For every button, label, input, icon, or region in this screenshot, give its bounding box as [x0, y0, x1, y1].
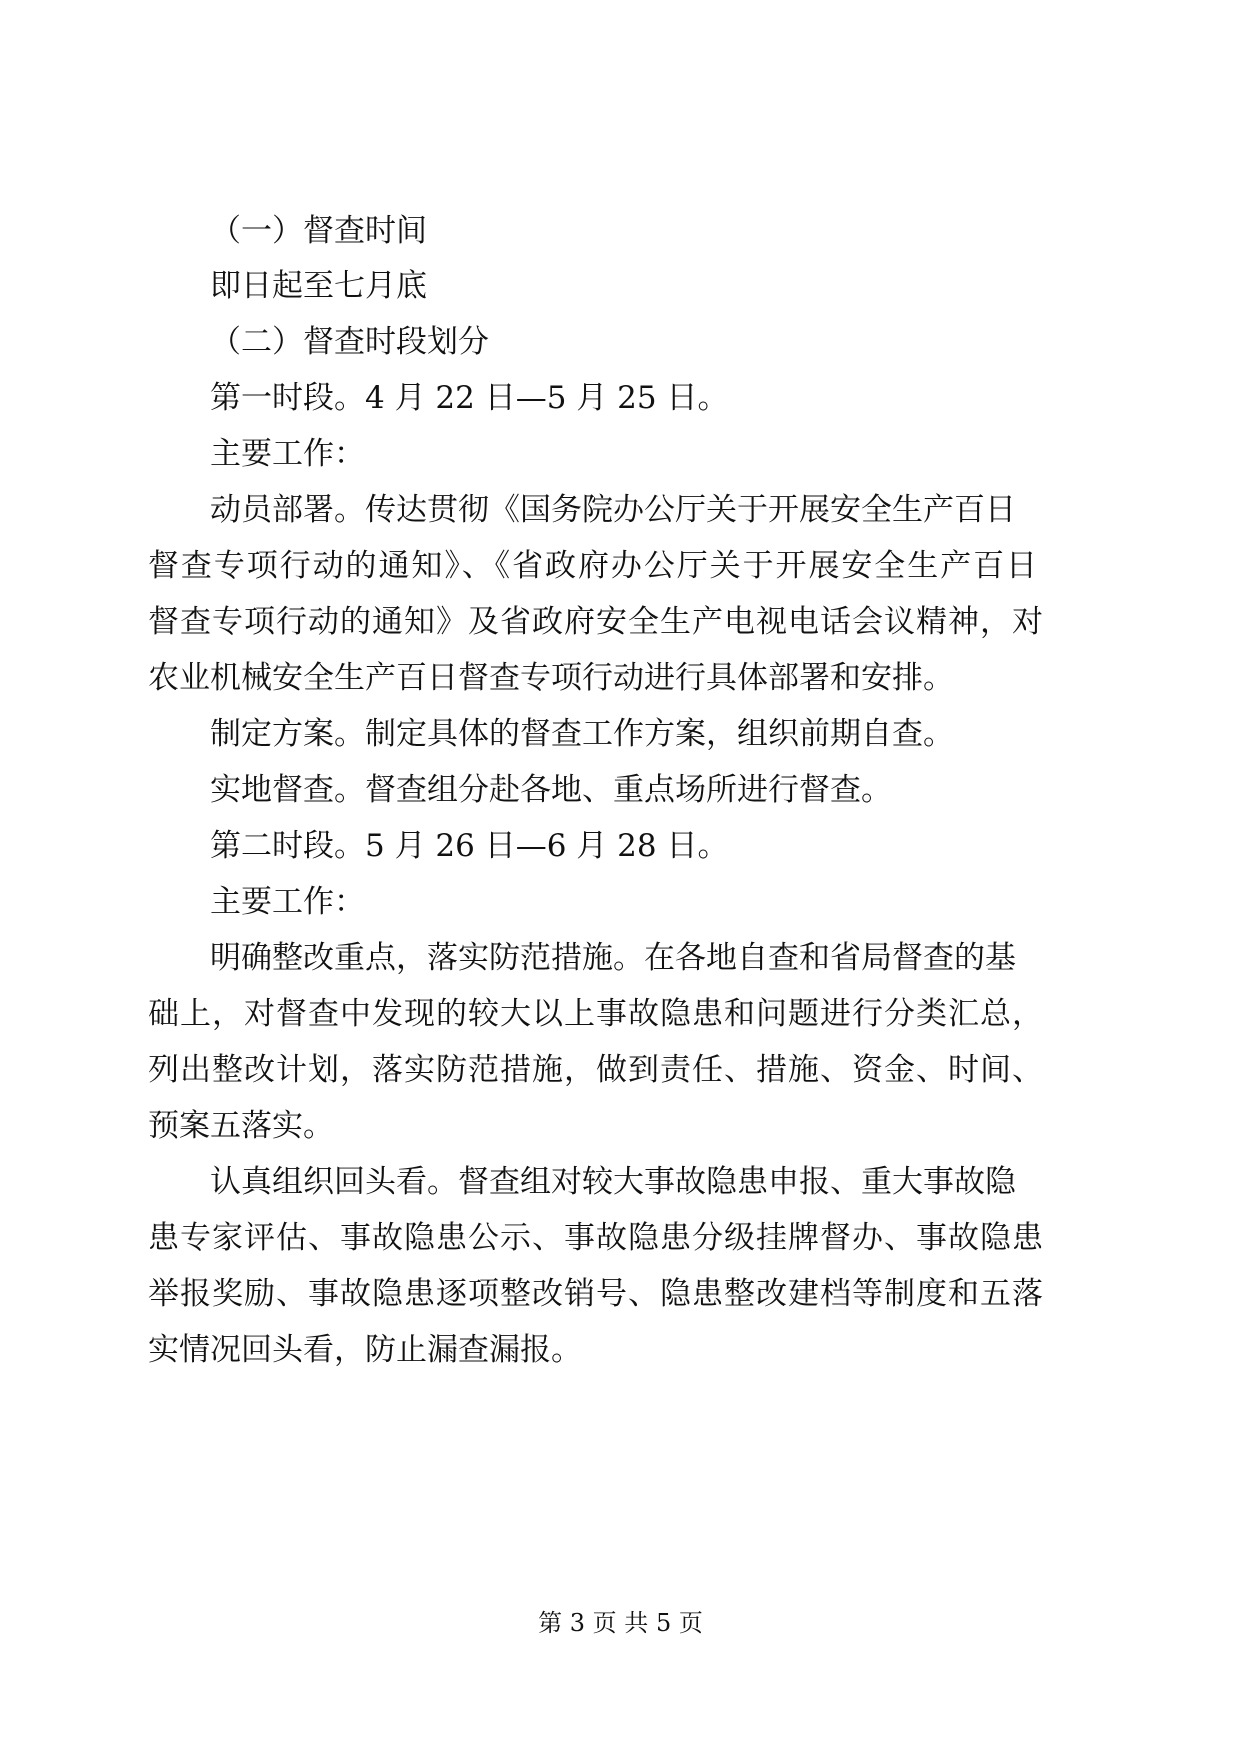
text-line: 主要工作： — [210, 884, 365, 920]
text-line: 第二时段。5 月 26 日—6 月 28 日。 — [210, 828, 729, 864]
text-line: 实地督查。督查组分赴各地、重点场所进行督查。 — [210, 772, 892, 808]
text-line: 举报奖励、事故隐患逐项整改销号、隐患整改建档等制度和五落 — [148, 1276, 1044, 1312]
text-line: 础上，对督查中发现的较大以上事故隐患和问题进行分类汇总， — [148, 996, 1044, 1032]
text-line: （一）督查时间 — [210, 213, 427, 249]
text-line: 预案五落实。 — [148, 1108, 334, 1144]
text-line: 农业机械安全生产百日督查专项行动进行具体部署和安排。 — [148, 660, 954, 696]
text-line: 第一时段。4 月 22 日—5 月 25 日。 — [210, 380, 729, 416]
text-line: 督查专项行动的通知》、《省政府办公厅关于开展安全生产百日 — [148, 548, 1038, 584]
text-line: 患专家评估、事故隐患公示、事故隐患分级挂牌督办、事故隐患 — [148, 1220, 1044, 1256]
text-line: 制定方案。制定具体的督查工作方案，组织前期自查。 — [210, 716, 954, 752]
text-line: 明确整改重点，落实防范措施。在各地自查和省局督查的基 — [210, 940, 1016, 976]
page-number: 第 3 页 共 5 页 — [538, 1609, 703, 1637]
text-line: 即日起至七月底 — [210, 268, 427, 304]
text-line: （二）督查时段划分 — [210, 324, 489, 360]
text-line: 列出整改计划，落实防范措施，做到责任、措施、资金、时间、 — [148, 1052, 1044, 1088]
text-line: 督查专项行动的通知》及省政府安全生产电视电话会议精神，对 — [148, 604, 1044, 640]
text-line: 认真组织回头看。督查组对较大事故隐患申报、重大事故隐 — [210, 1164, 1016, 1200]
text-line: 动员部署。传达贯彻《国务院办公厅关于开展安全生产百日 — [210, 492, 1016, 528]
text-line: 主要工作： — [210, 436, 365, 472]
text-line: 实情况回头看，防止漏查漏报。 — [148, 1332, 582, 1368]
